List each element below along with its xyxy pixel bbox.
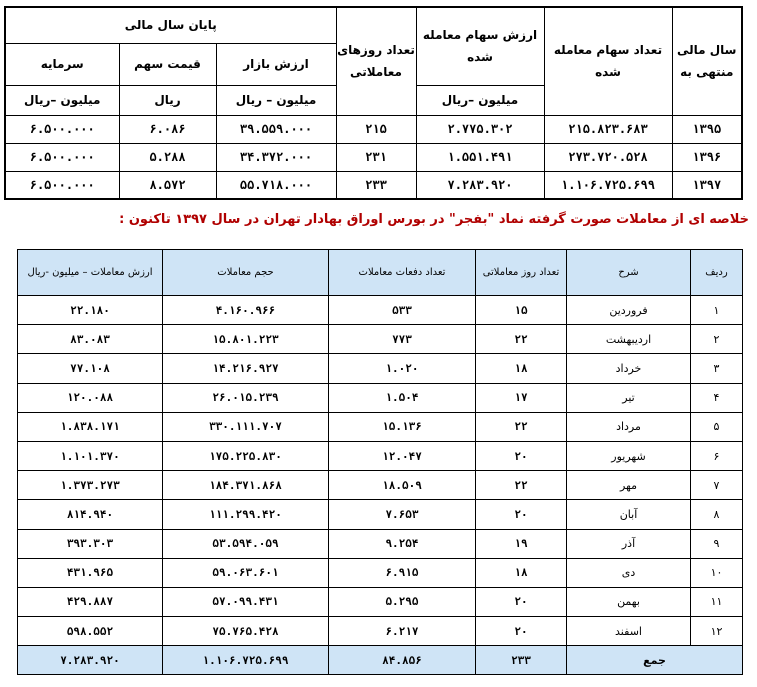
- cell-shares-count: ۲۷۳.۷۲۰.۵۲۸: [544, 143, 672, 171]
- header-traded-shares-count: تعداد سهام معامله شده: [544, 7, 672, 115]
- cell-row-no: ۳: [691, 354, 743, 383]
- cell-value: ۳۹۳.۳۰۳: [18, 529, 163, 558]
- cell-year: ۱۳۹۶: [672, 143, 742, 171]
- table-row: [5, 115, 742, 143]
- cell-market-value: ۳۹.۵۵۹.۰۰۰: [216, 115, 336, 143]
- header-capital: سرمایه: [5, 43, 119, 85]
- cell-row-no: ۲: [691, 325, 743, 354]
- cell-month: اسفند: [567, 617, 691, 646]
- section-caption: خلاصه ای از معاملات صورت گرفته نماد "بفجر" در بورس اوراق بهادار تهران در سال ۱۳۹۷ تاکنون :: [119, 212, 749, 227]
- cell-days: ۱۸: [476, 354, 567, 383]
- total-days: ۲۳۳: [476, 646, 567, 675]
- header-end-of-fiscal-year: پایان سال مالی: [5, 7, 336, 43]
- table-row: [18, 587, 743, 616]
- table-row: [18, 471, 743, 500]
- table-row: [18, 500, 743, 529]
- cell-volume: ۱۱۱.۲۹۹.۴۲۰: [163, 500, 329, 529]
- cell-days: ۲۳۱: [336, 143, 416, 171]
- cell-market-value: ۵۵.۷۱۸.۰۰۰: [216, 171, 336, 199]
- total-count: ۸۴.۸۵۶: [329, 646, 476, 675]
- cell-count: ۶.۹۱۵: [329, 558, 476, 587]
- cell-days: ۱۷: [476, 383, 567, 412]
- header-trade-volume: حجم معاملات: [163, 250, 329, 296]
- cell-days: ۲۰: [476, 441, 567, 470]
- cell-shares-value: ۱.۵۵۱.۴۹۱: [416, 143, 544, 171]
- cell-count: ۱.۰۲۰: [329, 354, 476, 383]
- table-row: [5, 143, 742, 171]
- cell-value: ۴۳۱.۹۶۵: [18, 558, 163, 587]
- cell-days: ۱۸: [476, 558, 567, 587]
- total-volume: ۱.۱۰۶.۷۲۵.۶۹۹: [163, 646, 329, 675]
- cell-count: ۷۷۳: [329, 325, 476, 354]
- cell-row-no: ۸: [691, 500, 743, 529]
- cell-row-no: ۱: [691, 296, 743, 325]
- cell-month: تیر: [567, 383, 691, 412]
- cell-value: ۱.۱۰۱.۳۷۰: [18, 441, 163, 470]
- monthly-trades-table: [17, 249, 743, 675]
- cell-count: ۱.۵۰۴: [329, 383, 476, 412]
- cell-shares-count: ۱.۱۰۶.۷۲۵.۶۹۹: [544, 171, 672, 199]
- cell-value: ۴۲۹.۸۸۷: [18, 587, 163, 616]
- cell-days: ۲۱۵: [336, 115, 416, 143]
- cell-days: ۲۰: [476, 500, 567, 529]
- cell-row-no: ۴: [691, 383, 743, 412]
- table-row: [18, 325, 743, 354]
- cell-row-no: ۶: [691, 441, 743, 470]
- cell-days: ۲۲: [476, 471, 567, 500]
- cell-capital: ۶.۵۰۰.۰۰۰: [5, 143, 119, 171]
- cell-volume: ۱۸۴.۳۷۱.۸۶۸: [163, 471, 329, 500]
- header-traded-shares-value: ارزش سهام معامله شده: [416, 7, 544, 85]
- cell-volume: ۱۵.۸۰۱.۲۲۳: [163, 325, 329, 354]
- cell-volume: ۴.۱۶۰.۹۶۶: [163, 296, 329, 325]
- cell-count: ۱۵.۱۳۶: [329, 412, 476, 441]
- cell-value: ۸۳.۰۸۳: [18, 325, 163, 354]
- cell-count: ۱۲.۰۴۷: [329, 441, 476, 470]
- cell-value: ۲۲.۱۸۰: [18, 296, 163, 325]
- cell-month: مرداد: [567, 412, 691, 441]
- cell-volume: ۱۴.۲۱۶.۹۲۷: [163, 354, 329, 383]
- cell-days: ۱۵: [476, 296, 567, 325]
- cell-count: ۶.۲۱۷: [329, 617, 476, 646]
- cell-volume: ۵۹.۰۶۳.۶۰۱: [163, 558, 329, 587]
- unit-share-price: ریال: [119, 85, 216, 115]
- cell-month: دی: [567, 558, 691, 587]
- cell-value: ۷۷.۱۰۸: [18, 354, 163, 383]
- cell-month: مهر: [567, 471, 691, 500]
- cell-days: ۲۳۳: [336, 171, 416, 199]
- header-trade-value: ارزش معاملات – میلیون -ریال: [18, 250, 163, 296]
- unit-capital: میلیون –ریال: [5, 85, 119, 115]
- table-row: [18, 617, 743, 646]
- cell-row-no: ۱۲: [691, 617, 743, 646]
- cell-count: ۹.۲۵۴: [329, 529, 476, 558]
- table-row: [18, 354, 743, 383]
- cell-value: ۱۲۰.۰۸۸: [18, 383, 163, 412]
- table-row: [18, 412, 743, 441]
- cell-count: ۵.۲۹۵: [329, 587, 476, 616]
- unit-market-value: میلیون – ریال: [216, 85, 336, 115]
- cell-count: ۷.۶۵۳: [329, 500, 476, 529]
- cell-month: فروردین: [567, 296, 691, 325]
- cell-row-no: ۷: [691, 471, 743, 500]
- total-row: [18, 646, 743, 675]
- cell-capital: ۶.۵۰۰.۰۰۰: [5, 171, 119, 199]
- cell-row-no: ۵: [691, 412, 743, 441]
- cell-volume: ۱۷۵.۲۲۵.۸۳۰: [163, 441, 329, 470]
- header-share-price: قیمت سهم: [119, 43, 216, 85]
- header-trading-days: تعداد روزهای معاملاتی: [336, 7, 416, 115]
- cell-volume: ۲۶.۰۱۵.۲۳۹: [163, 383, 329, 412]
- cell-count: ۱۸.۵۰۹: [329, 471, 476, 500]
- cell-volume: ۵۳.۵۹۴.۰۵۹: [163, 529, 329, 558]
- cell-price: ۶.۰۸۶: [119, 115, 216, 143]
- cell-month: آبان: [567, 500, 691, 529]
- fiscal-year-summary-table: [4, 6, 743, 200]
- cell-days: ۲۰: [476, 617, 567, 646]
- cell-month: خرداد: [567, 354, 691, 383]
- total-value: ۷.۲۸۳.۹۲۰: [18, 646, 163, 675]
- table-row: [18, 383, 743, 412]
- table-row: [18, 529, 743, 558]
- cell-price: ۸.۵۷۲: [119, 171, 216, 199]
- cell-value: ۸۱۴.۹۴۰: [18, 500, 163, 529]
- header-market-value: ارزش بازار: [216, 43, 336, 85]
- cell-value: ۱.۳۷۳.۲۷۳: [18, 471, 163, 500]
- cell-volume: ۳۳۰.۱۱۱.۷۰۷: [163, 412, 329, 441]
- cell-market-value: ۳۴.۳۷۲.۰۰۰: [216, 143, 336, 171]
- cell-shares-value: ۷.۲۸۳.۹۲۰: [416, 171, 544, 199]
- header-trade-count: تعداد دفعات معاملات: [329, 250, 476, 296]
- cell-month: شهریور: [567, 441, 691, 470]
- header-trading-days: تعداد روز معاملاتی: [476, 250, 567, 296]
- cell-year: ۱۳۹۵: [672, 115, 742, 143]
- cell-shares-count: ۲۱۵.۸۲۳.۶۸۳: [544, 115, 672, 143]
- cell-days: ۲۲: [476, 325, 567, 354]
- cell-days: ۲۰: [476, 587, 567, 616]
- cell-month: بهمن: [567, 587, 691, 616]
- cell-row-no: ۱۰: [691, 558, 743, 587]
- cell-volume: ۵۷.۰۹۹.۴۳۱: [163, 587, 329, 616]
- cell-count: ۵۳۳: [329, 296, 476, 325]
- cell-month: اردیبهشت: [567, 325, 691, 354]
- total-label: جمع: [567, 646, 743, 675]
- table-row: [18, 441, 743, 470]
- table-row: [18, 558, 743, 587]
- cell-row-no: ۱۱: [691, 587, 743, 616]
- unit-traded-shares-value: میلیون –ریال: [416, 85, 544, 115]
- cell-capital: ۶.۵۰۰.۰۰۰: [5, 115, 119, 143]
- cell-volume: ۷۵.۷۶۵.۴۲۸: [163, 617, 329, 646]
- table-row: [18, 296, 743, 325]
- cell-days: ۱۹: [476, 529, 567, 558]
- cell-days: ۲۲: [476, 412, 567, 441]
- header-row-no: ردیف: [691, 250, 743, 296]
- table-row: [5, 171, 742, 199]
- cell-year: ۱۳۹۷: [672, 171, 742, 199]
- cell-value: ۱.۸۳۸.۱۷۱: [18, 412, 163, 441]
- header-description: شرح: [567, 250, 691, 296]
- header-fiscal-year-ending: سال مالی منتهی به: [672, 7, 742, 115]
- cell-value: ۵۹۸.۵۵۲: [18, 617, 163, 646]
- cell-price: ۵.۲۸۸: [119, 143, 216, 171]
- cell-row-no: ۹: [691, 529, 743, 558]
- cell-shares-value: ۲.۷۷۵.۳۰۲: [416, 115, 544, 143]
- cell-month: آذر: [567, 529, 691, 558]
